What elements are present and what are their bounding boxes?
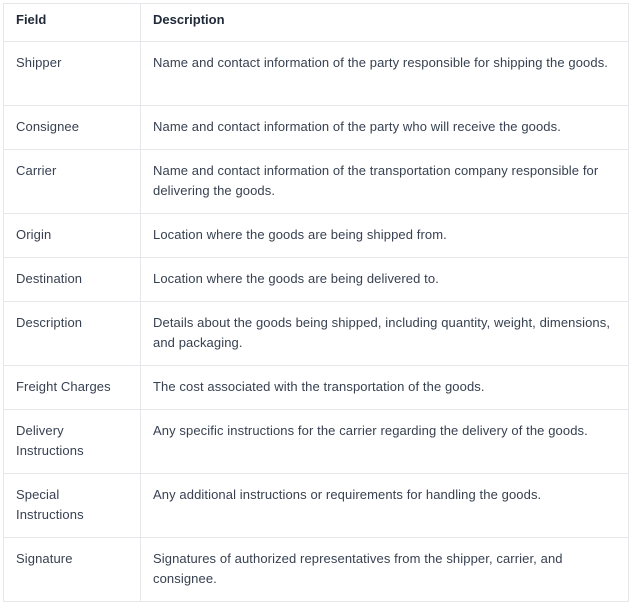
cell-field: Shipper bbox=[4, 42, 141, 106]
table-row bbox=[4, 366, 629, 410]
cell-description: The cost associated with the transportation of the goods. bbox=[141, 366, 629, 410]
table-header bbox=[4, 4, 629, 42]
cell-field: Destination bbox=[4, 258, 141, 302]
cell-description: Any specific instructions for the carrier regarding the delivery of the goods. bbox=[141, 410, 629, 474]
cell-description: Name and contact information of the party responsible for shipping the goods. bbox=[141, 42, 629, 106]
cell-description: Location where the goods are being shipped from. bbox=[141, 214, 629, 258]
fields-table-container bbox=[3, 3, 628, 605]
cell-field: Delivery Instructions bbox=[4, 410, 141, 474]
cell-description: Details about the goods being shipped, including quantity, weight, dimensions, and packaging. bbox=[141, 302, 629, 366]
table-row bbox=[4, 302, 629, 366]
header-field: Field bbox=[4, 4, 141, 42]
cell-field: Origin bbox=[4, 214, 141, 258]
cell-field: Carrier bbox=[4, 150, 141, 214]
table-row bbox=[4, 42, 629, 106]
header-description: Description bbox=[141, 4, 629, 42]
cell-description: Signatures of authorized representatives from the shipper, carrier, and consignee. bbox=[141, 538, 629, 602]
table-body bbox=[4, 42, 629, 602]
cell-description: Any additional instructions or requirements for handling the goods. bbox=[141, 474, 629, 538]
table-row bbox=[4, 106, 629, 150]
table-row bbox=[4, 410, 629, 474]
header-row bbox=[4, 4, 629, 42]
fields-table bbox=[3, 3, 629, 602]
table-row bbox=[4, 474, 629, 538]
cell-field: Freight Charges bbox=[4, 366, 141, 410]
table-row bbox=[4, 214, 629, 258]
cell-field: Special Instructions bbox=[4, 474, 141, 538]
cell-description: Name and contact information of the party who will receive the goods. bbox=[141, 106, 629, 150]
cell-field: Description bbox=[4, 302, 141, 366]
table-row bbox=[4, 538, 629, 602]
cell-description: Location where the goods are being delivered to. bbox=[141, 258, 629, 302]
table-row bbox=[4, 150, 629, 214]
cell-description: Name and contact information of the transportation company responsible for delivering the goods. bbox=[141, 150, 629, 214]
table-row bbox=[4, 258, 629, 302]
cell-field: Signature bbox=[4, 538, 141, 602]
cell-field: Consignee bbox=[4, 106, 141, 150]
